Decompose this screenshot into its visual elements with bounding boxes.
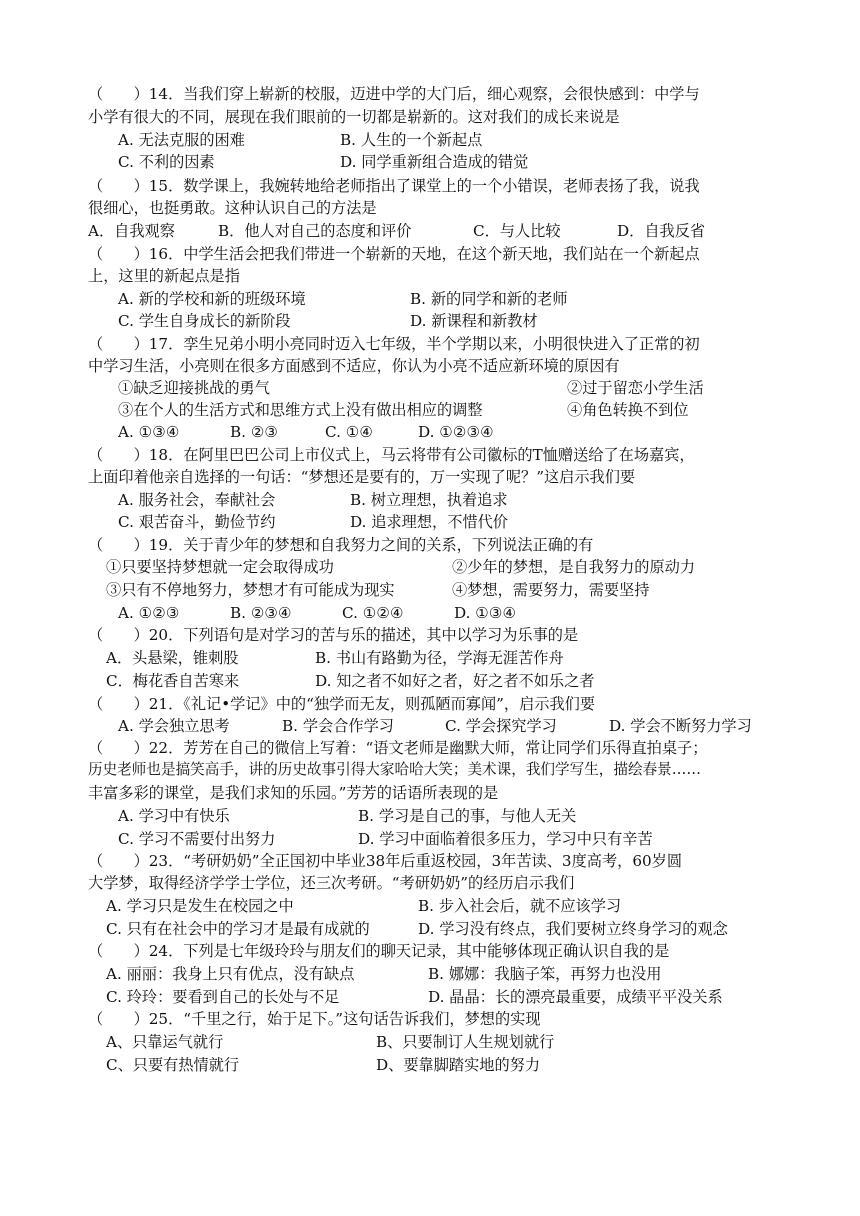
option-d: D、要靠脚踏实地的努力 — [376, 1056, 541, 1074]
question-stem-line: （ ）21．《礼记•学记》中的“独学而无友，则孤陋而寡闻”，启示我们要 — [88, 695, 596, 713]
option-b: B．他人对自己的态度和评价 — [218, 222, 412, 240]
option-b: B. 树立理想，执着追求 — [350, 491, 508, 509]
question-stem-line: 中学习生活，小亮则在很多方面感到不适应，你认为小亮不适应新环境的原因有 — [88, 357, 620, 375]
question-stem-line: （ ）14．当我们穿上崭新的校服，迈进中学的大门后，细心观察，会很快感到：中学与 — [88, 85, 700, 103]
question-stem-line: （ ）20．下列语句是对学习的苦与乐的描述，其中以学习为乐事的是 — [88, 626, 579, 644]
option-a: A. 丽丽：我身上只有优点，没有缺点 — [106, 965, 355, 983]
option-d: D. 晶晶：长的漂亮最重要，成绩平平没关系 — [428, 988, 723, 1006]
option-d: D. 学习中面临着很多压力，学习中只有辛苦 — [358, 830, 653, 848]
question-stem-line: 小学有很大的不同，展现在我们眼前的一切都是崭新的。这对我们的成长来说是 — [88, 108, 620, 126]
option-b: B. ②③ — [230, 423, 279, 441]
question-stem-line: 历史老师也是搞笑高手，讲的历史故事引得大家哈哈大笑；美术课，我们学写生，描绘春景…… — [88, 761, 701, 778]
option-b: B. 学习是自己的事，与他人无关 — [358, 807, 577, 825]
option-a: A. ①③④ — [118, 423, 180, 441]
option-a: A. 学会独立思考 — [118, 717, 230, 735]
option-c: C. ①②④ — [342, 604, 404, 622]
option-a: A. 学习中有快乐 — [118, 807, 230, 825]
question-stem-line: 丰富多彩的课堂，是我们求知的乐园。”芳芳的话语所表现的是 — [88, 784, 499, 802]
question-stem-line: 大学梦，取得经济学学士学位，还三次考研。“考研奶奶”的经历启示我们 — [88, 874, 575, 892]
option-c: C. 玲玲：要看到自己的长处与不足 — [106, 988, 340, 1006]
statement-4: ④梦想，需要努力，需要坚持 — [452, 581, 650, 599]
statement-3: ③在个人的生活方式和思维方式上没有做出相应的调整 — [118, 401, 483, 419]
option-c: C、只要有热情就行 — [106, 1056, 240, 1074]
option-a: A. ①②③ — [118, 604, 180, 622]
option-c: C．与人比较 — [473, 222, 561, 240]
statement-4: ④角色转换不到位 — [567, 401, 689, 419]
option-d: D. 知之者不如好之者，好之者不如乐之者 — [315, 672, 595, 690]
option-c: C. 学习不需要付出努力 — [118, 830, 276, 848]
option-b: B. ②③④ — [230, 604, 292, 622]
question-stem-line: （ ）23．“考研奶奶”全正国初中毕业38年后重返校园，3年苦读、3度高考，60岁圆 — [88, 852, 683, 870]
option-c: C. 学会探究学习 — [445, 717, 557, 735]
option-b: B. 书山有路勤为径，学海无涯苦作舟 — [315, 649, 564, 667]
statement-1: ①只要坚持梦想就一定会取得成功 — [106, 558, 334, 576]
option-d: D. 新课程和新教材 — [410, 312, 538, 330]
option-b: B. 娜娜：我脑子笨，再努力也没用 — [428, 965, 662, 983]
statement-3: ③只有不停地努力，梦想才有可能成为现实 — [106, 581, 395, 599]
option-b: B. 步入社会后，就不应该学习 — [418, 897, 622, 915]
option-a: A、只靠运气就行 — [106, 1033, 224, 1051]
option-c: C. 学生自身成长的新阶段 — [118, 312, 291, 330]
question-stem-line: （ ）25．“千里之行，始于足下。”这句话告诉我们，梦想的实现 — [88, 1010, 541, 1028]
option-d: D. 学会不断努力学习 — [609, 717, 752, 735]
question-stem-line: 很细心，也挺勇敢。这种认识自己的方法是 — [88, 199, 377, 217]
option-d: D. 学习没有终点，我们要树立终身学习的观念 — [418, 920, 728, 938]
option-a: A. 学习只是发生在校园之中 — [106, 897, 294, 915]
option-b: B、只要制订人生规划就行 — [376, 1033, 555, 1051]
question-stem-line: （ ）19．关于青少年的梦想和自我努力之间的关系，下列说法正确的有 — [88, 536, 594, 554]
question-stem-line: 上面印着他亲自选择的一句话：“梦想还是要有的，万一实现了呢？”这启示我们要 — [88, 468, 636, 486]
option-a: A. 无法克服的困难 — [118, 131, 245, 149]
question-stem-line: （ ）24．下列是七年级玲玲与朋友们的聊天记录，其中能够体现正确认识自我的是 — [88, 942, 670, 960]
option-c: C. 艰苦奋斗，勤俭节约 — [118, 513, 276, 531]
option-a: A．头悬梁，锥刺股 — [106, 649, 239, 667]
question-stem-line: （ ）15．数学课上，我婉转地给老师指出了课堂上的一个小错误，老师表扬了我，说我 — [88, 177, 700, 195]
option-b: B. 学会合作学习 — [282, 717, 394, 735]
option-d: D．自我反省 — [617, 222, 706, 240]
statement-2: ②过于留恋小学生活 — [567, 379, 704, 397]
statement-2: ②少年的梦想，是自我努力的原动力 — [452, 558, 695, 576]
question-stem-line: （ ）18．在阿里巴巴公司上市仪式上，马云将带有公司徽标的T恤赠送给了在场嘉宾， — [88, 446, 695, 464]
option-c: C．梅花香自苦寒来 — [106, 672, 240, 690]
option-b: B. 新的同学和新的老师 — [410, 290, 568, 308]
question-stem-line: 上，这里的新起点是指 — [88, 267, 240, 285]
option-a: A．自我观察 — [88, 222, 175, 240]
statement-1: ①缺乏迎接挑战的勇气 — [118, 379, 270, 397]
option-b: B. 人生的一个新起点 — [340, 131, 483, 149]
option-a: A. 服务社会，奉献社会 — [118, 491, 276, 509]
option-d: D. ①②③④ — [418, 423, 494, 441]
option-a: A. 新的学校和新的班级环境 — [118, 290, 306, 308]
option-d: D. 同学重新组合造成的错觉 — [340, 153, 529, 171]
option-c: C. 不利的因素 — [118, 153, 215, 171]
option-c: C. 只有在社会中的学习才是最有成就的 — [106, 920, 370, 938]
option-c: C. ①④ — [325, 423, 373, 441]
question-stem-line: （ ）17．孪生兄弟小明小亮同时迈入七年级，半个学期以来，小明很快进入了正常的初 — [88, 335, 700, 353]
question-stem-line: （ ）16．中学生活会把我们带进一个崭新的天地，在这个新天地，我们站在一个新起点 — [88, 245, 700, 263]
question-stem-line: （ ）22．芳芳在自己的微信上写着：“语文老师是幽默大师，常让同学们乐得直拍桌子； — [88, 739, 708, 757]
option-d: D. 追求理想，不惜代价 — [350, 513, 508, 531]
option-d: D. ①③④ — [454, 604, 517, 622]
